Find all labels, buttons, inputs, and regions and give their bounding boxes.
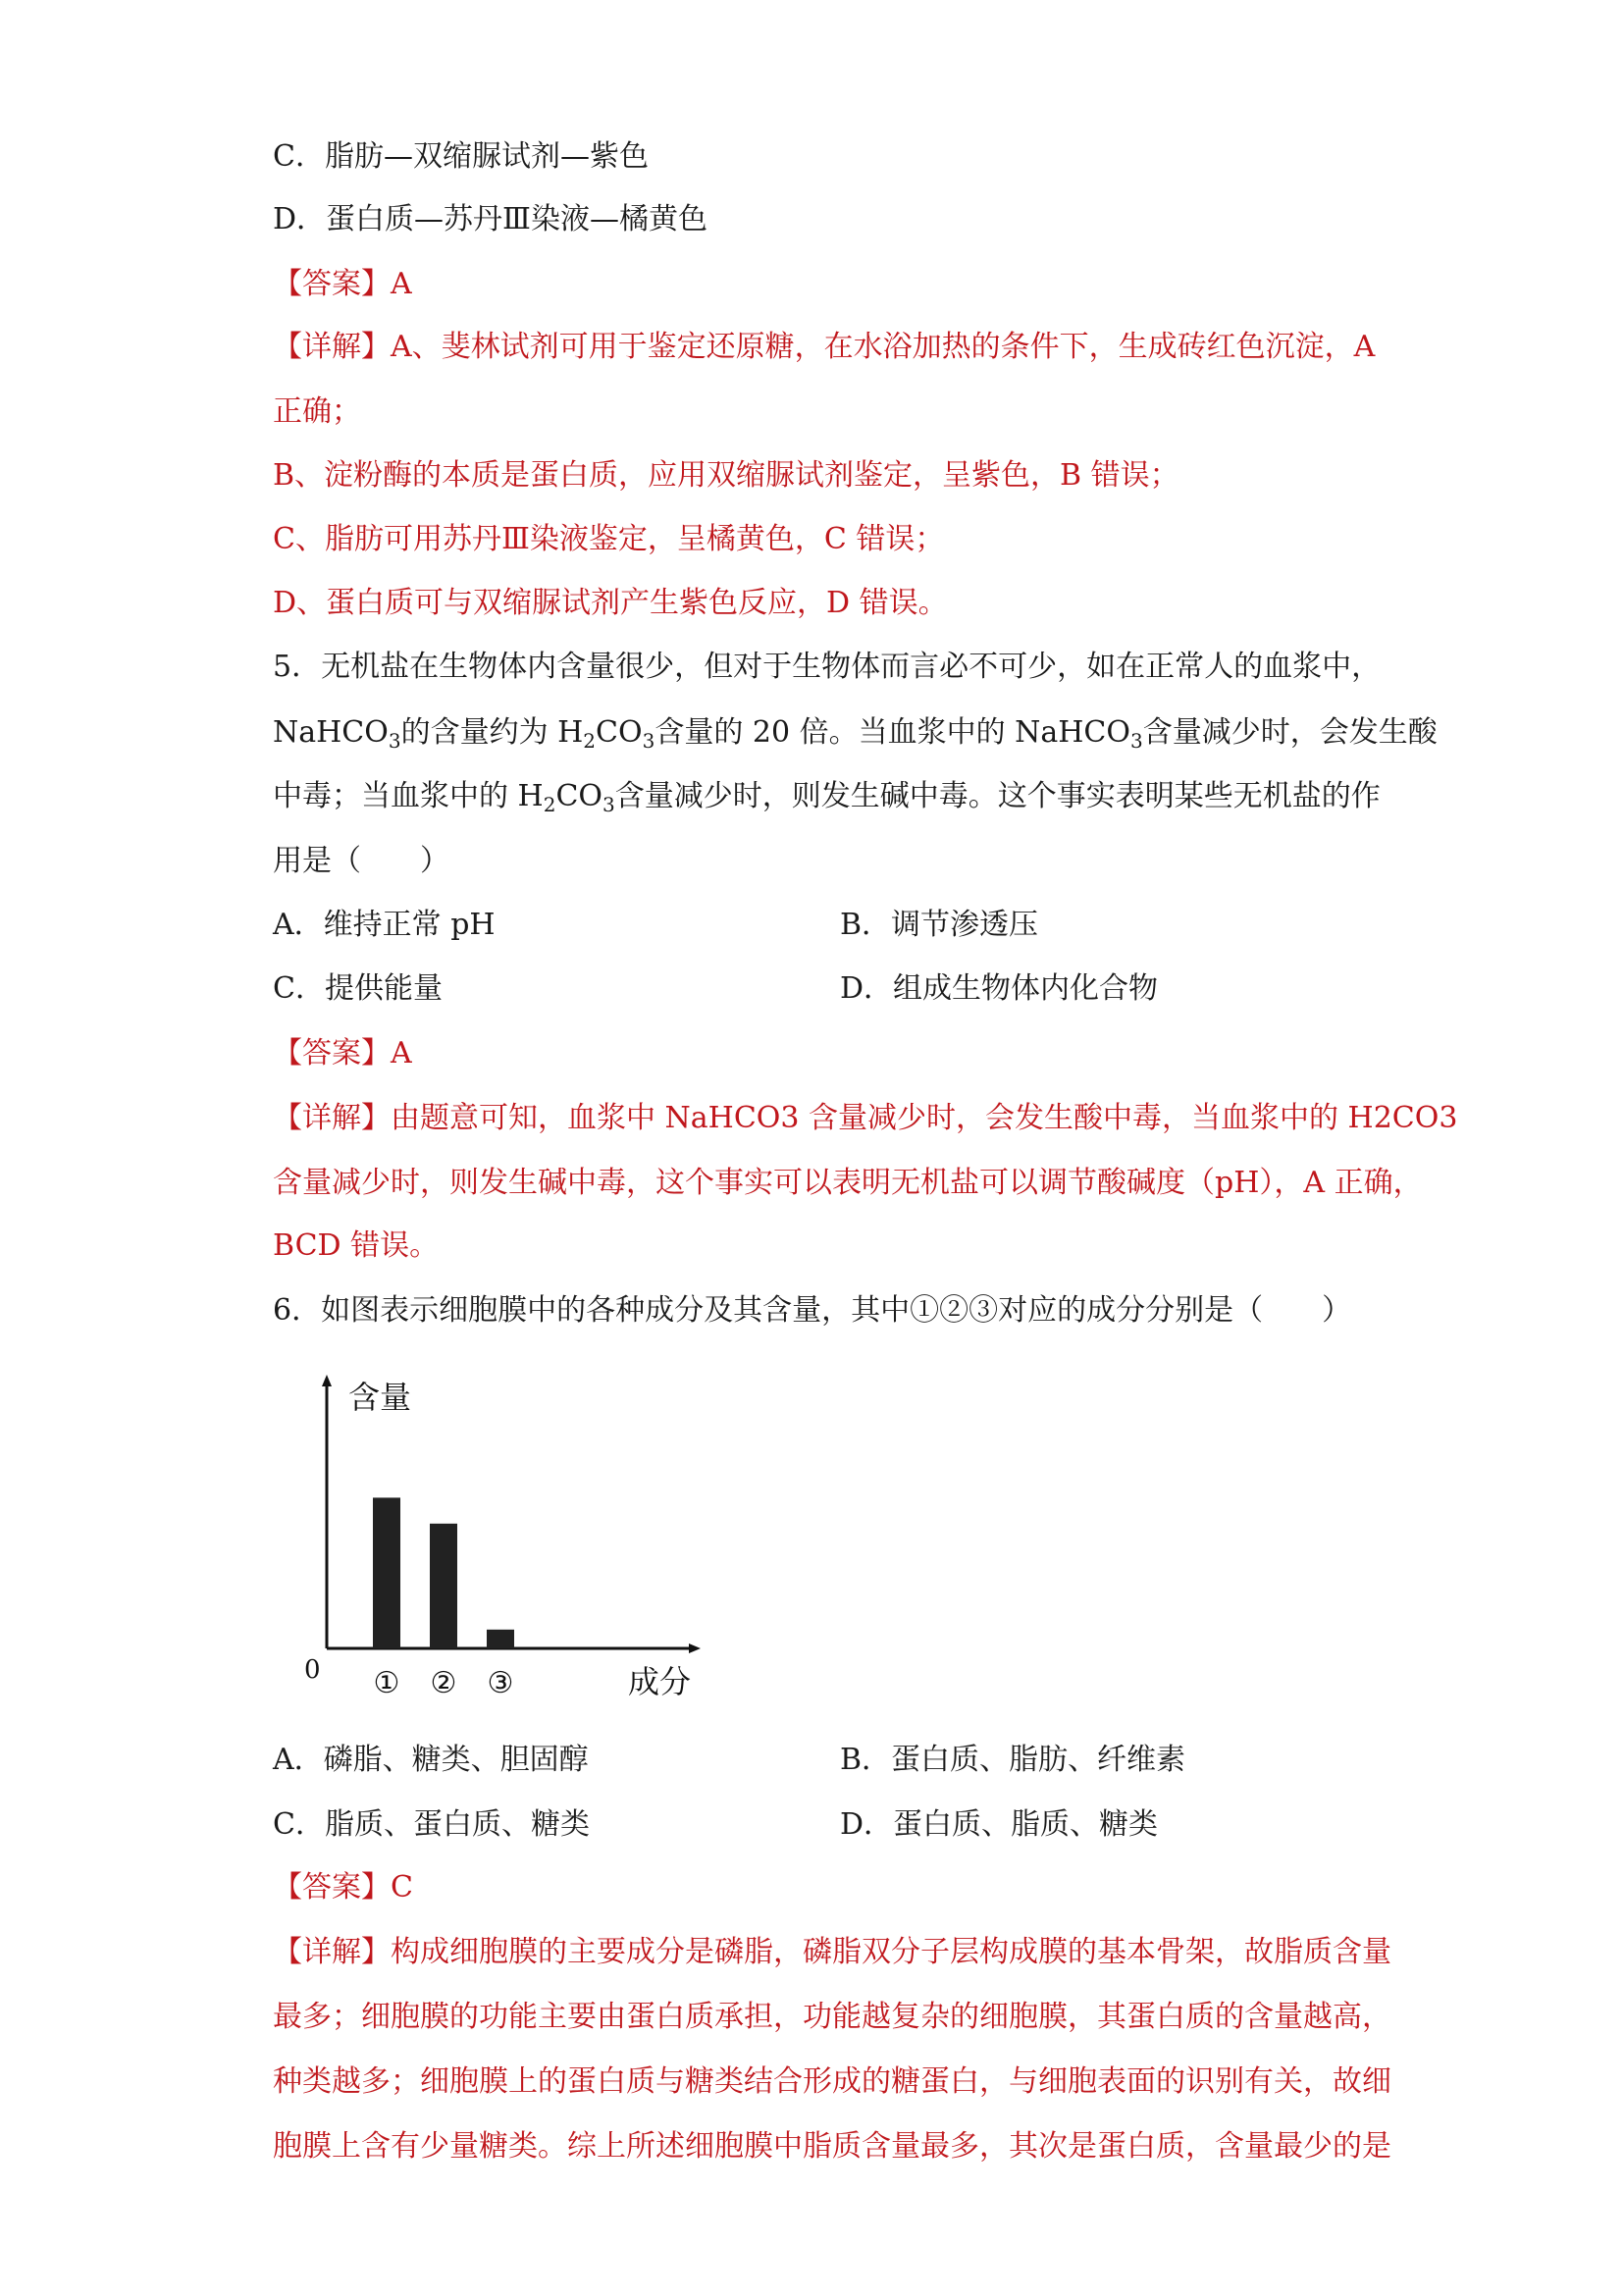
text: 的含量约为 H — [400, 715, 584, 750]
q5-stem-line-1: 5．无机盐在生物体内含量很少，但对于生物体而言必不可少，如在正常人的血浆中， — [273, 650, 1382, 684]
q4-detail-line-2: 正确； — [273, 394, 361, 429]
origin-label: 0 — [304, 1655, 321, 1685]
text: CO — [555, 779, 602, 813]
q6-option-b: B．蛋白质、脂肪、纤维素 — [840, 1743, 1186, 1777]
tick-label-1: ① — [373, 1666, 400, 1700]
q4-answer — [273, 265, 412, 304]
answer-value: A — [391, 1036, 412, 1070]
q6-detail-line-2: 最多；细胞膜的功能主要由蛋白质承担，功能越复杂的细胞膜，其蛋白质的含量越高， — [273, 2000, 1391, 2034]
q4-option-d: D．蛋白质—苏丹Ⅲ染液—橘黄色 — [273, 202, 707, 236]
tick-label-2: ② — [430, 1666, 457, 1700]
q4-detail-line-4: C、脂肪可用苏丹Ⅲ染液鉴定，呈橘黄色，C 错误； — [273, 522, 945, 556]
q6-stem: 6．如图表示细胞膜中的各种成分及其含量，其中①②③对应的成分分别是（ ） — [273, 1293, 1352, 1328]
bar-chart — [294, 1369, 707, 1717]
x-axis-label: 成分 — [628, 1663, 692, 1700]
q5-stem-line-2 — [273, 713, 1438, 753]
detail-text: 由题意可知，血浆中 NaHCO3 含量减少时，会发生酸中毒，当血浆中的 H2CO3 — [391, 1101, 1458, 1135]
q5-stem-line-3 — [273, 777, 1381, 816]
detail-tag: 【详解】 — [273, 1935, 391, 1969]
answer-value: A — [391, 267, 412, 301]
text: CO — [596, 715, 643, 750]
subscript: 3 — [388, 729, 401, 753]
q5-option-d: D．组成生物体内化合物 — [840, 971, 1159, 1006]
bar-1 — [373, 1497, 400, 1648]
text: NaHCO — [273, 715, 389, 750]
bar-2 — [430, 1524, 457, 1648]
q5-stem-line-4: 用是（ ） — [273, 844, 449, 878]
answer-value: C — [391, 1870, 413, 1905]
q4-detail-line-3: B、淀粉酶的本质是蛋白质，应用双缩脲试剂鉴定，呈紫色，B 错误； — [273, 458, 1179, 493]
text: 含量的 20 倍。当血浆中的 NaHCO — [654, 715, 1130, 750]
q4-option-c: C．脂肪—双缩脲试剂—紫色 — [273, 139, 649, 174]
text: 含量减少时，会发生酸 — [1142, 715, 1438, 750]
q6-detail-line-4: 胞膜上含有少量糖类。综上所述细胞膜中脂质含量最多，其次是蛋白质，含量最少的是 — [273, 2129, 1391, 2164]
detail-text: A、斐林试剂可用于鉴定还原糖，在水浴加热的条件下，生成砖红色沉淀，A — [391, 330, 1376, 364]
q5-option-c: C．提供能量 — [273, 971, 443, 1006]
q6-answer — [273, 1868, 413, 1907]
answer-tag: 【答案】 — [273, 267, 391, 301]
q6-detail-line-3: 种类越多；细胞膜上的蛋白质与糖类结合形成的糖蛋白，与细胞表面的识别有关，故细 — [273, 2064, 1391, 2099]
y-axis-label: 含量 — [348, 1379, 412, 1416]
answer-tag: 【答案】 — [273, 1036, 391, 1070]
detail-tag: 【详解】 — [273, 1101, 391, 1135]
subscript: 2 — [583, 729, 597, 753]
q5-option-a: A．维持正常 pH — [273, 908, 496, 942]
bars-group — [373, 1497, 514, 1648]
q6-detail-line-1 — [273, 1933, 1391, 1972]
q5-detail-line-3: BCD 错误。 — [273, 1228, 440, 1263]
detail-text: 构成细胞膜的主要成分是磷脂，磷脂双分子层构成膜的基本骨架，故脂质含量 — [391, 1935, 1391, 1969]
q6-option-d: D．蛋白质、脂质、糖类 — [840, 1807, 1159, 1842]
q5-answer — [273, 1034, 412, 1073]
subscript: 3 — [602, 793, 615, 816]
subscript: 2 — [543, 793, 556, 816]
subscript: 3 — [1129, 729, 1143, 753]
q5-option-b: B．调节渗透压 — [840, 908, 1039, 942]
text: 中毒；当血浆中的 H — [273, 779, 544, 813]
q6-option-a: A．磷脂、糖类、胆固醇 — [273, 1743, 589, 1777]
detail-tag: 【详解】 — [273, 330, 391, 364]
q4-detail-line-1 — [273, 328, 1375, 367]
q5-detail-line-1 — [273, 1099, 1457, 1138]
q4-detail-line-5: D、蛋白质可与双缩脲试剂产生紫色反应，D 错误。 — [273, 586, 948, 620]
q6-option-c: C．脂质、蛋白质、糖类 — [273, 1807, 590, 1842]
subscript: 3 — [642, 729, 655, 753]
tick-label-3: ③ — [487, 1666, 514, 1700]
answer-tag: 【答案】 — [273, 1870, 391, 1905]
bar-3 — [487, 1630, 514, 1648]
text: 含量减少时，则发生碱中毒。这个事实表明某些无机盐的作 — [614, 779, 1381, 813]
q5-detail-line-2: 含量减少时，则发生碱中毒，这个事实可以表明无机盐可以调节酸碱度（pH），A 正确， — [273, 1166, 1423, 1200]
tick-labels-group — [374, 1666, 514, 1700]
